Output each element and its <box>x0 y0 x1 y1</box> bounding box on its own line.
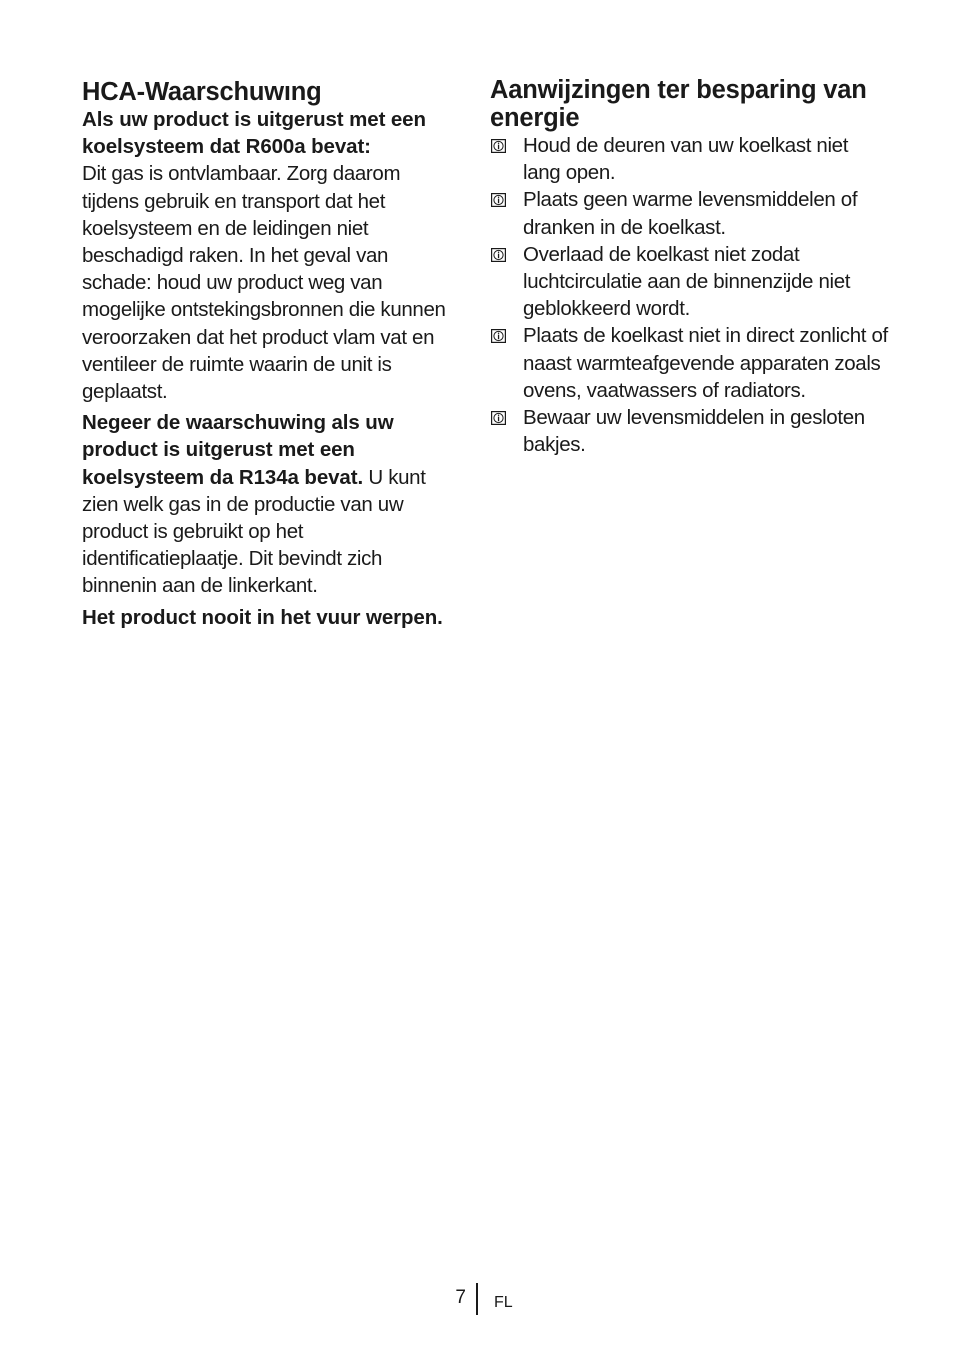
info-icon <box>491 329 506 343</box>
paragraph-r600a <box>82 106 462 405</box>
list-item-text: Overlaad de koelkast niet zodat luchtcirculatie aan de binnenzijde niet geblokkeerd wordt. <box>523 242 851 321</box>
list-item-text: Plaats de koelkast niet in direct zonlicht of naast warmteafgevende apparaten zoals ovens, vaatwassers of radiators. <box>523 324 888 402</box>
page-footer <box>0 1283 954 1315</box>
paragraph-r134a <box>82 409 462 599</box>
list-item-text: Houd de deuren van uw koelkast niet lang open. <box>523 134 849 185</box>
info-icon <box>491 248 506 262</box>
r134a-bold-intro: Negeer de waarschuwing als uw product is uitgerust met een koelsysteem da R134a bevat. <box>82 411 394 489</box>
section-title-energy-saving: Aanwijzingen ter besparing van energie <box>490 76 867 132</box>
list-item <box>490 186 890 240</box>
energy-tips-list <box>490 132 890 458</box>
r134a-text: U kunt zien welk gas in de productie van uw product is gebruikt op het identificatieplaatje. Dit bevindt zich binnenin aan de linkerkant. <box>82 465 426 598</box>
list-item-text: Bewaar uw levensmiddelen in gesloten bakjes. <box>523 406 865 457</box>
list-item <box>490 404 890 458</box>
list-item <box>490 132 890 186</box>
paragraph-fire-warning <box>82 604 462 631</box>
list-item-text: Plaats geen warme levensmiddelen of dranken in de koelkast. <box>523 188 858 239</box>
r600a-bold-intro: Als uw product is uitgerust met een koelsysteem dat R600a bevat: <box>82 108 426 159</box>
hca-warning-section <box>82 76 462 631</box>
language-code: FL <box>494 1294 513 1311</box>
page-number: 7 <box>455 1287 466 1308</box>
footer-divider <box>476 1283 478 1315</box>
info-icon <box>491 193 506 207</box>
section-title-hca-warning: HCA-Waarschuwıng <box>82 78 322 106</box>
info-icon <box>491 411 506 425</box>
r600a-text: Dit gas is ontvlambaar. Zorg daarom tijdens gebruik en transport dat het koelsysteem en de leidingen niet beschadigd raken. In het geval van schade: houd uw product weg van mogelijke ontstekingsbronnen die kunnen veroorzaken dat het product vlam vat en ventileer de ruimte waarin de unit is geplaatst. <box>82 162 446 404</box>
list-item <box>490 241 890 323</box>
fire-warning-text: Het product nooit in het vuur werpen. <box>82 605 443 629</box>
info-icon <box>491 139 506 153</box>
energy-saving-section <box>490 76 890 458</box>
list-item <box>490 322 890 404</box>
